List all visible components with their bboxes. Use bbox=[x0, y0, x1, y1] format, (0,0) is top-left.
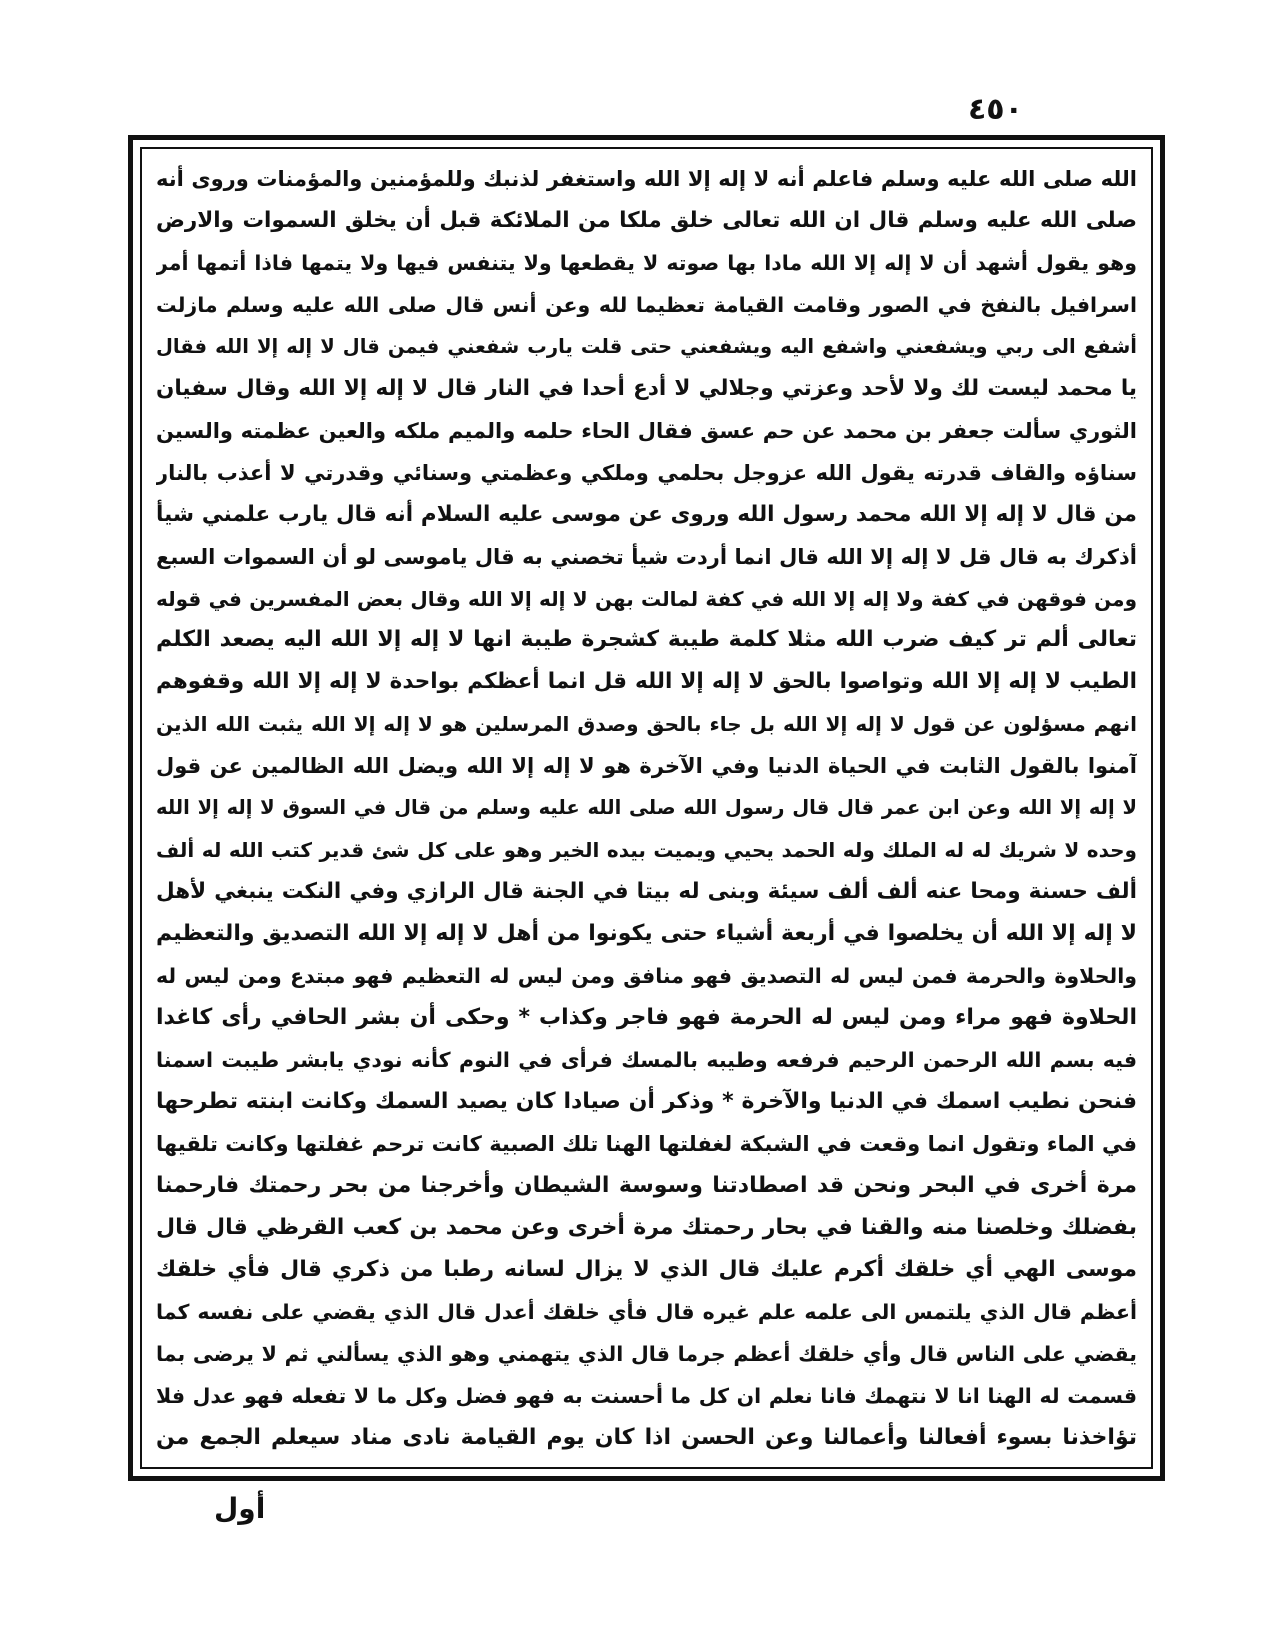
text-line: موسى الهي أي خلقك أكرم عليك قال الذي لا يزال لسانه رطبا من ذكري قال فأي خلقك bbox=[156, 1256, 1137, 1282]
text-line: اسرافيل بالنفخ في الصور وقامت القيامة تعظيما لله وعن أنس قال صلى الله عليه وسلم مازلت bbox=[156, 292, 1137, 317]
text-line: مرة أخرى في البحر ونحن قد اصطادتنا وسوسة الشيطان وأخرجنا من بحر رحمتك فارحمنا bbox=[156, 1172, 1137, 1198]
page-border bbox=[128, 135, 1165, 1481]
text-line: يقضي على الناس قال وأي خلقك أعظم جرما قال الذي يتهمني وهو الذي يسألني ثم لا يرضى بما bbox=[156, 1341, 1137, 1366]
text-line: صلى الله عليه وسلم قال ان الله تعالى خلق ملكا من الملائكة قبل أن يخلق السموات والارض bbox=[156, 207, 1137, 233]
text-line: الطيب لا إله إلا الله وتواصوا بالحق لا إله إلا الله قل انما أعظكم بواحدة لا إله إلا الله وقفوهم bbox=[156, 669, 1137, 695]
text-line: سناؤه والقاف قدرته يقول الله عزوجل بحلمي وملكي وعظمتي وسنائي وقدرتي لا أعذب بالنار bbox=[156, 460, 1137, 485]
text-line: تعالى ألم تر كيف ضرب الله مثلا كلمة طيبة كشجرة طيبة انها لا إله إلا الله اليه يصعد الكلم bbox=[156, 627, 1137, 653]
page-number: ٤٥٠ bbox=[968, 92, 1023, 127]
text-line: في الماء وتقول انما وقعت في الشبكة لغفلتها الهنا تلك الصبية كانت ترحم غفلتها وكانت تلقيها bbox=[156, 1131, 1137, 1156]
text-line: أذكرك به قال قل لا إله إلا الله قال انما أردت شيأ تخصني به قال ياموسى لو أن السموات السبع bbox=[156, 544, 1137, 569]
catchword: أول bbox=[214, 1492, 266, 1525]
text-line: يا محمد ليست لك ولا لأحد وعزتي وجلالي لا أدع أحدا في النار قال لا إله إلا الله وقال سفيان bbox=[156, 375, 1137, 401]
text-line: قسمت له الهنا انا لا نتهمك فانا نعلم ان كل ما أحسنت به فهو فضل وكل ما لا تفعله فهو عدل فلا bbox=[156, 1383, 1137, 1408]
text-line: لا إله إلا الله أن يخلصوا في أربعة أشياء حتى يكونوا من أهل لا إله إلا الله التصديق والتعظيم bbox=[156, 921, 1137, 947]
text-line: الله صلى الله عليه وسلم فاعلم أنه لا إله إلا الله واستغفر لذنبك وللمؤمنين والمؤمنات وروى أنه bbox=[156, 167, 1137, 191]
text-line: ومن فوقهن في كفة ولا إله إلا الله في كفة لمالت بهن لا إله إلا الله وقال بعض المفسرين في قوله bbox=[156, 586, 1137, 611]
text-line: والحلاوة والحرمة فمن ليس له التصديق فهو منافق ومن ليس له التعظيم فهو مبتدع ومن ليس له bbox=[156, 964, 1137, 989]
text-frame bbox=[140, 147, 1153, 1469]
text-line: فنحن نطيب اسمك في الدنيا والآخرة * وذكر أن صيادا كان يصيد السمك وكانت ابنته تطرحها bbox=[156, 1088, 1137, 1114]
text-line: وهو يقول أشهد أن لا إله إلا الله مادا بها صوته لا يقطعها ولا يتنفس فيها ولا يتمها فاذا أتمها أمر bbox=[156, 250, 1137, 275]
text-line: الحلاوة فهو مراء ومن ليس له الحرمة فهو فاجر وكذاب * وحكى أن بشر الحافي رأى كاغدا bbox=[156, 1005, 1137, 1031]
text-line: بفضلك وخلصنا منه والقنا في بحار رحمتك مرة أخرى وعن محمد بن كعب القرظي قال قال bbox=[156, 1214, 1137, 1240]
main-text bbox=[156, 159, 1137, 1459]
text-line: انهم مسؤلون عن قول لا إله إلا الله بل جاء بالحق وصدق المرسلين هو لا إله إلا الله يثبت الله الذين bbox=[156, 712, 1137, 737]
text-line: تؤاخذنا بسوء أفعالنا وأعمالنا وعن الحسن اذا كان يوم القيامة نادى مناد سيعلم الجمع من bbox=[156, 1424, 1137, 1450]
text-line: ألف حسنة ومحا عنه ألف ألف سيئة وبنى له بيتا في الجنة قال الرازي وفي النكت ينبغي لأهل bbox=[156, 879, 1137, 905]
text-line: لا إله إلا الله وعن ابن عمر قال قال رسول الله صلى الله عليه وسلم من قال في السوق لا إله إلا الله bbox=[156, 796, 1137, 820]
text-line: أعظم قال الذي يلتمس الى علمه علم غيره قال فأي خلقك أعدل قال الذي يقضي على نفسه كما bbox=[156, 1299, 1137, 1324]
text-line: وحده لا شريك له له الملك وله الحمد يحيي ويميت بيده الخير وهو على كل شئ قدير كتب الله له ألف bbox=[156, 838, 1137, 863]
text-line: أشفع الى ربي ويشفعني واشفع اليه ويشفعني حتى قلت يارب شفعني فيمن قال لا إله إلا الله فقال bbox=[156, 334, 1137, 358]
text-line: الثوري سألت جعفر بن محمد عن حم عسق فقال الحاء حلمه والميم ملكه والعين عظمته والسين bbox=[156, 418, 1137, 443]
text-line: من قال لا إله إلا الله محمد رسول الله وروى عن موسى عليه السلام أنه قال يارب علمني شيأ bbox=[156, 501, 1137, 527]
text-line: آمنوا بالقول الثابت في الحياة الدنيا وفي الآخرة هو لا إله إلا الله ويضل الله الظالمين عن قول bbox=[156, 754, 1137, 779]
text-line: فيه بسم الله الرحمن الرحيم فرفعه وطيبه بالمسك فرأى في النوم كأنه نودي يابشر طيبت اسمنا bbox=[156, 1048, 1137, 1073]
